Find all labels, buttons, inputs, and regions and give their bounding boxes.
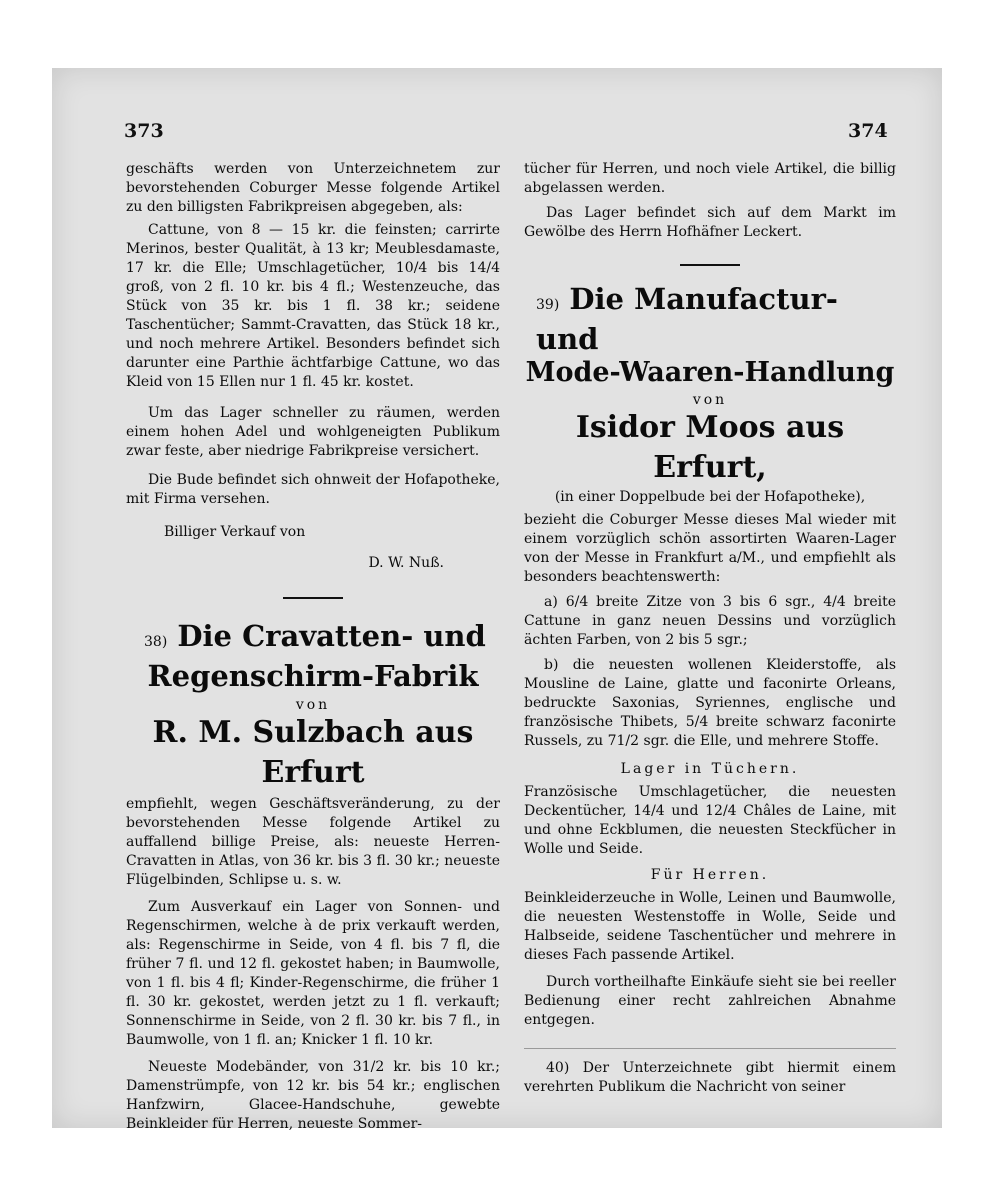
ad-list-item: b) die neuesten wollenen Kleiderstoffe, als Mousline de Laine, glatte und faconirte Orleans, bedruckte Saxonias, Syriennes, englische und französische Thibets, 5/4 breite schwarz faconirte Russels, zu 71/2 sgr. die Elle, und mehrere Stoffe. [524,657,896,749]
ad-paragraph: Französische Umschlagetücher, die neuesten Deckentücher, 14/4 und 12/4 Châles de Laine, mit und ohne Eckblumen, die neuesten Steckfücher in Wolle und Seide. [524,784,896,857]
page-number-left: 373 [124,120,164,142]
ad-40-paragraph: 40) Der Unterzeichnete gibt hiermit einem verehrten Publikum die Nachricht von seiner [524,1060,896,1095]
ad-subheading: Lager in Tüchern. [620,761,800,777]
signature-line: Billiger Verkauf von [164,524,306,540]
ad-title-line1 [126,619,500,659]
ad-firm-name: R. M. Sulzbach aus Erfurt [152,715,474,790]
ad-title-line2: Regenschirm-Fabrik [147,659,479,693]
ad-firm-name: Isidor Moos aus Erfurt, [575,410,845,485]
divider [680,264,740,266]
left-paragraph: Die Bude befindet sich ohnweit der Hofapotheke, mit Firma versehen. [126,472,500,507]
left-paragraph: Um das Lager schneller zu räumen, werden einem hohen Adel und wohlgeneigten Publikum zwar feste, aber niedrige Fabrikpreise versichert. [126,405,500,459]
ad-location: (in einer Doppelbude bei der Hofapotheke), [554,489,866,505]
ad-number: 38) [144,634,168,650]
left-item-list: Cattune, von 8 — 15 kr. die feinsten; carrirte Merinos, bester Qualität, à 13 kr; Meublesdamaste, 17 kr. die Elle; Umschlagetücher, 10/4 bis 14/4 groß, von 2 fl. 10 kr. bis 4 fl.; Westenzeuche, das Stück von 35 kr. bis 1 fl. 38 kr.; seidene Taschentücher; Sammt-Cravatten, das Stück 18 kr., und noch mehrere Artikel. Besonders befindet sich darunter eine Parthie ächtfarbige Cattune, wo das Kleid von 15 Ellen nur 1 fl. 45 kr. kostet. [126,222,500,390]
ad-title-line1 [524,282,896,356]
ad-von: von [295,697,331,713]
ad-paragraph: Zum Ausverkauf ein Lager von Sonnen- und Regenschirmen, welche à de prix verkauft werden, als: Regenschirme in Seide, von 4 fl. bis 7 fl, die früher 7 fl. und 12 fl. gekostet haben; in Baumwolle, von 1 fl. bis 4 fl; Kinder-Regenschirme, die früher 1 fl. 30 kr. gekostet, werden jetzt zu 1 fl. verkauft; Sonnenschirme in Seide, von 2 fl. 30 kr. bis 7 fl., in Baumwolle, von 1 fl. an; Knicker 1 fl. 10 kr. [126,899,500,1048]
left-column [126,160,500,1134]
ad-39 [524,282,896,1030]
page-number-right: 374 [848,120,888,142]
ad-38 [126,619,500,1134]
signature-name: D. W. Nuß. [368,555,444,571]
ad-number: 39) [536,297,560,313]
ad-subheading: Für Herren. [650,867,770,883]
ad-title-text: Die Cravatten- und [177,619,486,653]
ad-von: von [692,392,728,408]
right-paragraph: Das Lager befindet sich auf dem Markt im Gewölbe des Herrn Hofhäfner Leckert. [524,205,896,240]
ad-paragraph: Neueste Modebänder, von 31/2 kr. bis 10 kr.; Damenstrümpfe, von 12 kr. bis 54 kr.; englischen Hanfzwirn, Glacee-Handschuhe, gewebte Beinkleider für Herren, neueste Sommer- [126,1059,500,1132]
left-intro: geschäfts werden von Unterzeichnetem zur bevorstehenden Coburger Messe folgende Artikel zu den billigsten Fabrikpreisen abgegeben, als: [126,161,500,215]
ad-paragraph: Durch vortheilhafte Einkäufe sieht sie bei reeller Bedienung einer recht zahlreichen Abnahme entgegen. [524,974,896,1028]
ad-title-line2: Mode-Waaren-Handlung [525,357,895,388]
right-continuation: tücher für Herren, und noch viele Artikel, die billig abgelassen werden. [524,161,896,196]
right-column [524,160,896,1097]
ad-paragraph: Beinkleiderzeuche in Wolle, Leinen und Baumwolle, die neuesten Westenstoffe in Wolle, Seide und Halbseide, seidene Taschentücher und mehrere in dieses Fach passende Artikel. [524,890,896,963]
ad-paragraph: bezieht die Coburger Messe dieses Mal wieder mit einem vorzüglich schön assortirten Waaren-Lager von der Messe in Frankfurt a/M., und empfiehlt als besonders beachtenswerth: [524,512,896,585]
divider [283,597,343,599]
ad-title-text: Die Manufactur- und [536,282,838,356]
ad-list-item: a) 6/4 breite Zitze von 3 bis 6 sgr., 4/4 breite Cattune in ganz neuen Dessins und vorzüglich ächten Farben, von 2 bis 5 sgr.; [524,594,896,648]
ad-paragraph: empfiehlt, wegen Geschäftsveränderung, zu der bevorstehenden Messe folgende Artikel zu auffallend billige Preise, als: neueste Herren-Cravatten in Atlas, von 36 kr. bis 3 fl. 30 kr.; neueste Flügelbinden, Schlipse u. s. w. [126,796,500,888]
divider [524,1048,896,1049]
